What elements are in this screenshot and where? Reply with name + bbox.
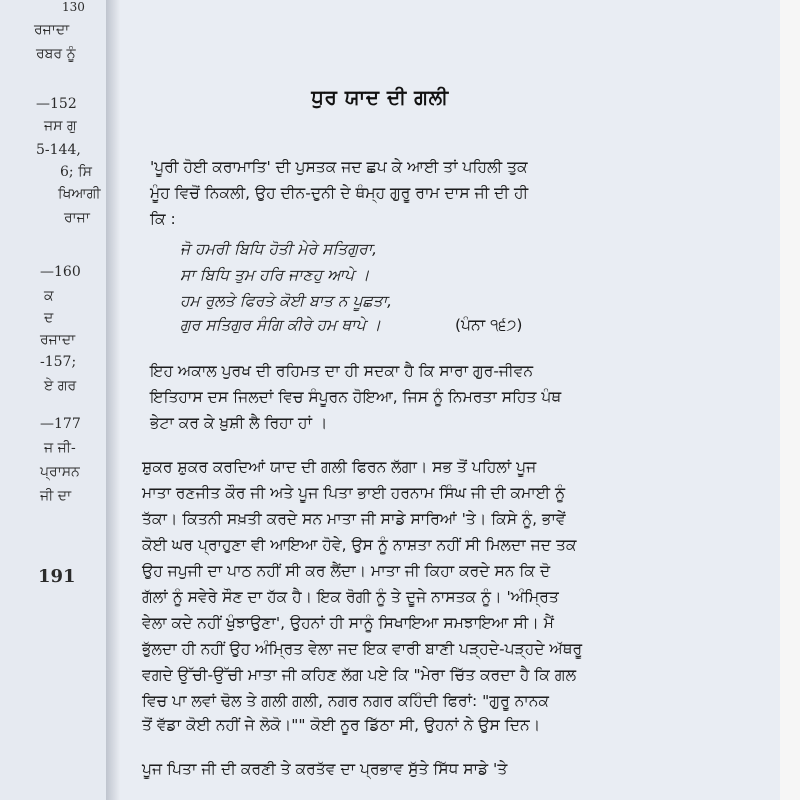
left-line-6: 5-144, — [36, 142, 81, 158]
left-line-11: ਕ — [44, 288, 54, 304]
left-line-19: ਜੀ ਦਾ — [40, 488, 72, 504]
intro-line-3: ਕਿ : — [150, 210, 176, 228]
left-line-8: ਖਿਆਗੀ — [58, 186, 101, 202]
left-line-15: ਏ ਗਰ — [44, 378, 77, 394]
paragraph-line-2: ਇਤਿਹਾਸ ਦਸ ਜਿਲਦਾਂ ਵਿਚ ਸੰਪੂਰਨ ਹੋਇਆ, ਜਿਸ ਨੂੰ ਨਿਮਰਤਾ ਸਹਿਤ ਪੰਥ — [150, 388, 562, 406]
body-line-2: ਮਾਤਾ ਰਣਜੀਤ ਕੌਰ ਜੀ ਅਤੇ ਪੂਜ ਪਿਤਾ ਭਾਈ ਹਰਨਾਮ ਸਿੰਘ ਜੀ ਦੀ ਕਮਾਈ ਨੂੰ — [142, 484, 566, 502]
left-line-14: -157; — [40, 354, 77, 370]
verse-line-1: ਜੋ ਹਮਰੀ ਬਿਧਿ ਹੋਤੀ ਮੇਰੇ ਸਤਿਗੁਰਾ, — [180, 240, 378, 258]
paragraph-line-3: ਭੇਟਾ ਕਰ ਕੇ ਖ਼ੁਸ਼ੀ ਲੈ ਰਿਹਾ ਹਾਂ । — [150, 414, 328, 432]
body-line-7: ਵੇਲਾ ਕਦੇ ਨਹੀਂ ਖੁੰਝਾਉਣਾ', ਉਹਨਾਂ ਹੀ ਸਾਨੂੰ ਸਿਖਾਇਆ ਸਮਝਾਇਆ ਸੀ। ਮੈਂ — [142, 614, 554, 632]
chapter-title: ਧੁਰ ਯਾਦ ਦੀ ਗਲੀ — [311, 85, 449, 109]
left-line-2: ਰਜਾਦਾ — [34, 22, 70, 38]
left-line-5: ਜਸ ਗੁ — [44, 118, 77, 134]
intro-line-1: 'ਪੂਰੀ ਹੋਈ ਕਰਾਮਾਤਿ' ਦੀ ਪੁਸਤਕ ਜਦ ਛਪ ਕੇ ਆਈ ਤਾਂ ਪਹਿਲੀ ਤੁਕ — [150, 158, 528, 176]
left-line-12: ਦ — [44, 310, 54, 326]
body-line-3: ਤੱਕਾ। ਕਿਤਨੀ ਸਖ਼ਤੀ ਕਰਦੇ ਸਨ ਮਾਤਾ ਜੀ ਸਾਡੇ ਸਾਰਿਆਂ 'ਤੇ। ਕਿਸੇ ਨੂੰ, ਭਾਵੇਂ — [142, 510, 566, 528]
body-line-1: ਸ਼ੁਕਰ ਸ਼ੁਕਰ ਕਰਦਿਆਂ ਯਾਦ ਦੀ ਗਲੀ ਫਿਰਨ ਲੱਗਾ। ਸਭ ਤੋਂ ਪਹਿਲਾਂ ਪੂਜ — [142, 458, 537, 476]
left-line-10: —160 — [40, 264, 81, 280]
verse-line-4: ਗੁਰ ਸਤਿਗੁਰ ਸੰਗਿ ਕੀਰੇ ਹਮ ਥਾਪੇ । — [180, 316, 381, 334]
left-line-3: ਰਬਰ ਨੂੰ — [36, 46, 76, 62]
verse-reference: (ਪੰਨਾ ੧੬੭) — [455, 316, 523, 334]
body-line-12: ਪੂਜ ਪਿਤਾ ਜੀ ਦੀ ਕਰਣੀ ਤੇ ਕਰਤੱਵ ਦਾ ਪ੍ਰਭਾਵ ਸੁੱਤੇ ਸਿੱਧ ਸਾਡੇ 'ਤੇ — [142, 760, 508, 778]
body-line-6: ਗੱਲਾਂ ਨੂੰ ਸਵੇਰੇ ਸੌਣ ਦਾ ਹੱਕ ਹੈ। ਇਕ ਰੋਗੀ ਨੂੰ ਤੇ ਦੂਜੇ ਨਾਸਤਕ ਨੂੰ। 'ਅੰਮ੍ਰਿਤ — [142, 588, 559, 606]
left-line-4: —152 — [36, 96, 77, 112]
body-line-10: ਵਿਚ ਪਾ ਲਵਾਂ ਢੋਲ ਤੇ ਗਲੀ ਗਲੀ, ਨਗਰ ਨਗਰ ਕਹਿੰਦੀ ਫਿਰਾਂ: "ਗੁਰੂ ਨਾਨਕ — [142, 692, 549, 710]
left-page-number: 191 — [38, 566, 76, 587]
left-line-18: ਪ੍ਰਾਸਨ — [40, 464, 80, 480]
verse-line-3: ਹਮ ਰੁਲਤੇ ਫਿਰਤੇ ਕੋਈ ਬਾਤ ਨ ਪੂਛਤਾ, — [180, 292, 393, 310]
left-line-7: 6; ਸਿ — [60, 164, 92, 180]
paragraph-line-1: ਇਹ ਅਕਾਲ ਪੁਰਖ ਦੀ ਰਹਿਮਤ ਦਾ ਹੀ ਸਦਕਾ ਹੈ ਕਿ ਸਾਰਾ ਗੁਰ-ਜੀਵਨ — [150, 362, 534, 380]
body-line-9: ਵਗਦੇ ਉੱਚੀ-ਉੱਚੀ ਮਾਤਾ ਜੀ ਕਹਿਣ ਲੱਗ ਪਏ ਕਿ "ਮੇਰਾ ਚਿੱਤ ਕਰਦਾ ਹੈ ਕਿ ਗਲ — [142, 666, 577, 684]
body-line-8: ਭੁੱਲਦਾ ਹੀ ਨਹੀਂ ਉਹ ਅੰਮ੍ਰਿਤ ਵੇਲਾ ਜਦ ਇਕ ਵਾਰੀ ਬਾਣੀ ਪੜ੍ਹਦੇ-ਪੜ੍ਹਦੇ ਅੱਥਰੂ — [142, 640, 583, 658]
page-edge — [780, 0, 800, 800]
body-line-11: ਤੋਂ ਵੱਡਾ ਕੋਈ ਨਹੀਂ ਜੇ ਲੋਕੋ।"" ਕੋਈ ਨੂਰ ਡਿੱਠਾ ਸੀ, ਉਹਨਾਂ ਨੇ ਉਸ ਦਿਨ। — [142, 716, 541, 734]
book-gutter — [106, 0, 120, 800]
left-line-13: ਰਜਾਦਾ — [40, 332, 76, 348]
left-line-1: 130 — [62, 0, 85, 14]
left-line-16: —177 — [40, 416, 81, 432]
right-page — [120, 0, 780, 800]
body-line-5: ਉਹ ਜਪੁਜੀ ਦਾ ਪਾਠ ਨਹੀਂ ਸੀ ਕਰ ਲੈਂਦਾ। ਮਾਤਾ ਜੀ ਕਿਹਾ ਕਰਦੇ ਸਨ ਕਿ ਦੋ — [142, 562, 551, 580]
left-page — [0, 0, 108, 800]
left-line-9: ਰਾਜਾ — [64, 210, 90, 226]
left-line-17: ਜ ਜੀ- — [44, 440, 76, 456]
body-line-4: ਕੋਈ ਘਰ ਪ੍ਰਾਹੁਣਾ ਵੀ ਆਇਆ ਹੋਵੇ, ਉਸ ਨੂੰ ਨਾਸ਼ਤਾ ਨਹੀਂ ਸੀ ਮਿਲਦਾ ਜਦ ਤਕ — [142, 536, 577, 554]
intro-line-2: ਮੂੰਹ ਵਿਚੋਂ ਨਿਕਲੀ, ਉਹ ਦੀਨ-ਦੁਨੀ ਦੇ ਥੰਮ੍ਹ ਗੁਰੂ ਰਾਮ ਦਾਸ ਜੀ ਦੀ ਹੀ — [150, 184, 529, 202]
verse-line-2: ਸਾ ਬਿਧਿ ਤੁਮ ਹਰਿ ਜਾਣਹੁ ਆਪੇ । — [180, 266, 370, 284]
